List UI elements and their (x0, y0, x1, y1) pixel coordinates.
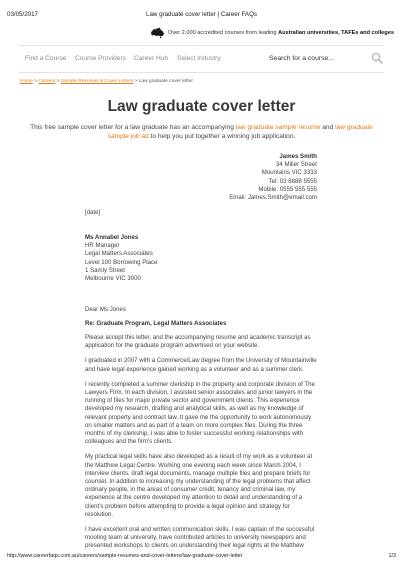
nav-select-industry[interactable]: Select Industry (177, 55, 221, 62)
breadcrumb (20, 79, 193, 84)
nav-career-hub[interactable]: Career Hub (134, 55, 169, 62)
letter-paragraph: I recently completed a summer clerkship in the property and corporate division of The Lawyers Firm. In each division, I assisted senior associates and junior lawyers in the running of files for major private sector and government clients. This experience developed my research, drafting and analytical skills, as well as my knowledge of relevant property and contract law. It gave me the opportunity to work autonomously on smaller matters and as part of a team on more complex files. During the three months of my clerkship, I was able to foster successful working relationships with colleagues and the firm's clients. (85, 380, 315, 446)
breadcrumb-separator: > (55, 79, 61, 84)
search-icon[interactable] (371, 52, 383, 64)
sender-line: Mobile: 0555 555 555 (258, 185, 317, 193)
nav-course-providers[interactable]: Course Providers (75, 55, 126, 62)
page-url: http://www.careerfaqs.com.au/careers/sample-resumes-and-cover-letters/law-graduate-cover-letter (7, 553, 243, 559)
breadcrumb-careers[interactable]: Careers (38, 79, 56, 84)
breadcrumb-separator: > (133, 79, 139, 84)
breadcrumb-current: Law graduate cover letter (138, 79, 193, 84)
letter-paragraph: Please accept this letter, and the accompanying resume and academic transcript as application for the graduate program advertised on your website. (85, 334, 311, 350)
letter-paragraph: I have excellent oral and written communication skills. I was captain of the successful mooting team at university, have contributed articles to university newspapers and presented workshops to clients on understanding their legal rights at the Matthew (85, 526, 315, 550)
sender-line: Mountains VIC 3333 (261, 169, 317, 177)
tagline-text: Over 2,000 accredited courses from leading (168, 30, 279, 36)
page-number: 1/3 (388, 553, 396, 559)
intro-part: and (320, 124, 336, 131)
recipient-address (85, 234, 317, 283)
australia-map-icon (150, 27, 165, 38)
print-title: Law graduate cover letter | Career FAQs (146, 11, 257, 18)
print-header (7, 11, 396, 21)
main-nav (19, 45, 384, 73)
law-graduate-sample-job-ad-link[interactable]: law graduate sample job ad (107, 124, 373, 140)
sender-line: 34 Miller Street (276, 161, 317, 169)
intro-text (30, 123, 373, 141)
tagline-bold: Australian universities, TAFEs and colleges (278, 30, 394, 36)
recipient-line: Legal Matters Associates (85, 250, 153, 258)
page-title: Law graduate cover letter (107, 98, 296, 115)
sender-line: Tel: 03 8888 5555 (268, 177, 317, 185)
top-bar (0, 27, 403, 41)
recipient-line: Level 100 Borrowing Place (85, 258, 158, 266)
recipient-name: Ms Annabel Jones (85, 234, 139, 241)
sender-address (85, 153, 317, 202)
greeting: Dear Ms Jones (85, 306, 126, 313)
letter-paragraph: My practical legal skills have also developed as a result of my work as a volunteer at the Matthew Legal Centre. Working one evening each week since March 2004, I interview clients, draft legal documents, manage multiple files and prepare briefs for counsel. In addition to increasing my understanding of the legal problems that affect ordinary people, in the areas of consumer credit, tenancy and criminal law, my experience at the centre developed my attention to detail and understanding of a client's problem before attempting to provide a legal opinion and strategy for resolution. (85, 453, 313, 518)
breadcrumb-sample-resumes[interactable]: Sample Resumes & Cover Letters (60, 79, 134, 84)
recipient-line: Melbourne VIC 3000 (85, 275, 141, 283)
subject-line: Re: Graduate Program, Legal Matters Associates (85, 320, 227, 327)
print-date: 03/05/2017 (7, 11, 38, 18)
letter-date: [date] (85, 209, 101, 216)
sender-name: James Smith (279, 153, 317, 160)
intro-part: This free sample cover letter for a law graduate has an accompanying (30, 124, 236, 131)
breadcrumb-separator: > (32, 79, 39, 84)
intro-part: to help you put together a winning job application. (148, 133, 296, 140)
tagline (168, 30, 394, 36)
letter-paragraph: I graduated in 2007 with a Commerce/Law degree from the University of Mountainville and have legal experience gained working as a volunteer and as a summer clerk. (85, 357, 317, 373)
search-input[interactable] (250, 49, 389, 68)
letter-body (85, 334, 317, 558)
sender-line: Email: James.Smith@email.com (229, 194, 317, 202)
nav-find-a-course[interactable]: Find a Course (25, 55, 67, 62)
recipient-line: HR Manager (85, 242, 120, 250)
breadcrumb-home[interactable]: Home (20, 79, 33, 84)
law-graduate-sample-resume-link[interactable]: law graduate sample resume (235, 124, 321, 131)
recipient-line: 1 Samly Street (85, 266, 125, 274)
